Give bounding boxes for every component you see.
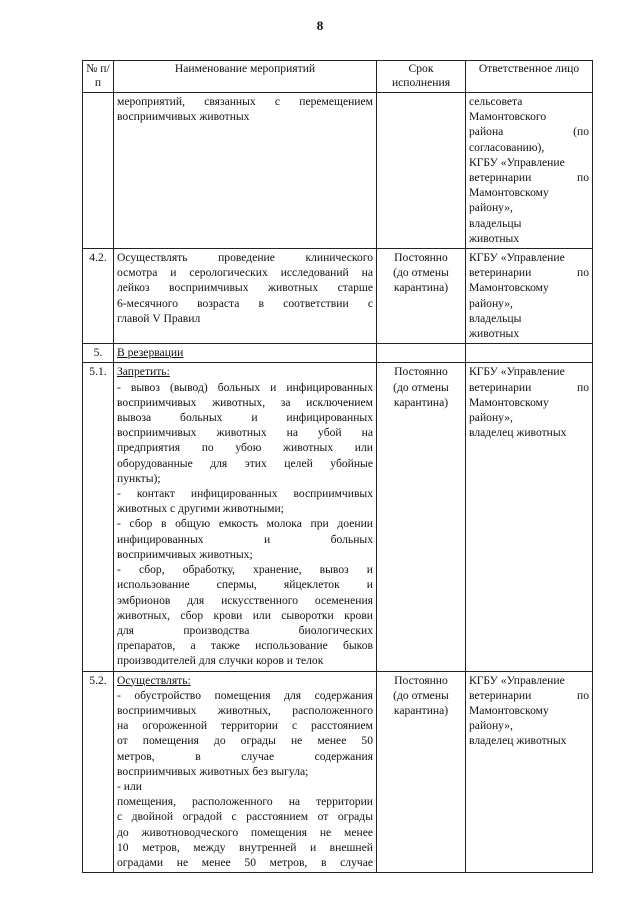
responsible-text-line: КГБУ «Управление <box>469 251 565 265</box>
measure-text-line: производителей для случки коров и телок <box>117 654 324 668</box>
measure-text-line: для производства биологических <box>117 623 373 637</box>
table-body <box>83 93 593 873</box>
term-text <box>377 93 466 249</box>
responsible-text-line: животных <box>469 327 520 341</box>
responsible-text <box>466 671 593 873</box>
measure-text-line: использование спермы, яйцеклеток и <box>117 578 373 592</box>
measure-text-line: предприятия по убою животных или <box>117 441 373 455</box>
responsible-text-line: КГБУ «Управление <box>469 155 565 169</box>
responsible-text-line: ветеринарии по <box>469 688 589 702</box>
measure-text-line: 6-месячного возраста в соответствии с <box>117 296 373 310</box>
responsible-text-line: Мамонтовскому <box>469 281 549 295</box>
responsible-text-line: КГБУ «Управление <box>469 365 565 379</box>
table-row <box>83 344 593 363</box>
measure-text-line: до животноводческого помещения не менее <box>117 825 373 839</box>
responsible-text-line: району», <box>469 411 513 425</box>
term-text-line: карантина) <box>393 281 449 295</box>
measure-text-line: осмотра и серологических исследований на <box>117 266 373 280</box>
measure-text-line: Осуществлять проведение клинического <box>117 251 373 265</box>
measures-table <box>82 60 593 873</box>
term-text-line: (до отмены <box>393 380 449 394</box>
measure-text-line: пункты); <box>117 471 161 485</box>
measure-text-line: восприимчивых животных; <box>117 547 253 561</box>
responsible-text-line: КГБУ «Управление <box>469 673 565 687</box>
table-row <box>83 671 593 873</box>
measure-text-line: помещения, расположенного на территории <box>117 795 373 809</box>
measure-text <box>114 363 377 671</box>
responsible-text <box>466 344 593 363</box>
measure-text-line: Осуществлять: <box>117 673 191 687</box>
measure-text-line: метров, в случае содержания <box>117 749 373 763</box>
measure-text-line: оградами не менее 50 метров, в случае <box>117 855 373 869</box>
measure-text-line: восприимчивых животных, расположенного <box>117 703 373 717</box>
responsible-text-line: ветеринарии по <box>469 171 589 185</box>
responsible-text-line: району», <box>469 296 513 310</box>
measure-text <box>114 249 377 344</box>
measure-text-line: мероприятий, связанных с перемещением <box>117 95 373 108</box>
responsible-text-line: Мамонтовскому <box>469 395 549 409</box>
responsible-text-line: района (по <box>469 125 589 139</box>
responsible-text-line: животных <box>469 231 520 245</box>
measure-text-line: препаратов, а также использование быков <box>117 639 373 653</box>
page-number: 8 <box>316 18 324 33</box>
measure-text-line: - сбор, обработку, хранение, вывоз и <box>117 563 373 577</box>
measure-text-line: инфицированных и больных <box>117 532 373 546</box>
measure-text-line: 10 метров, между внутренней и внешней <box>117 840 373 854</box>
responsible-text-line: району», <box>469 719 513 733</box>
responsible-text <box>466 363 593 671</box>
responsible-text-line: ветеринарии по <box>469 380 589 394</box>
measure-text-line: на огороженной территории с расстоянием <box>117 719 373 733</box>
measure-text-line: В резервации <box>117 346 184 360</box>
measure-text-line: эмбрионов для искусственного осеменения <box>117 593 373 607</box>
responsible-text-line: Мамонтовскому <box>469 186 549 200</box>
row-number: 5.2. <box>83 671 114 873</box>
measure-text-line: восприимчивых животных без выгула; <box>117 764 309 778</box>
responsible-text-line: владелец животных <box>469 426 567 440</box>
table-row <box>83 363 593 671</box>
responsible-text-line: владельцы <box>469 216 522 230</box>
table-header-row <box>83 61 593 93</box>
measure-text-line: от помещения до ограды не менее 50 <box>117 734 373 748</box>
responsible-text-line: владельцы <box>469 311 522 325</box>
responsible-text-line: сельсовета <box>469 95 523 108</box>
responsible-text <box>466 93 593 249</box>
term-text-line: Постоянно <box>394 365 448 379</box>
term-text <box>377 344 466 363</box>
responsible-text-line: владелец животных <box>469 734 567 748</box>
measure-text-line: лейкоз восприимчивых животных старше <box>117 281 373 295</box>
measure-text-line: животных, сбор крови или сыворотки крови <box>117 608 373 622</box>
header-name: Наименование мероприятий <box>114 61 377 93</box>
responsible-text-line: Мамонтовскому <box>469 703 549 717</box>
measure-text-line: восприимчивых животных на убой на <box>117 426 373 440</box>
measure-text-line: с двойной оградой с расстоянием от ограды <box>117 810 373 824</box>
measure-text-line: - вывоз (вывод) больных и инфицированных <box>117 380 373 394</box>
measure-text <box>114 344 377 363</box>
header-num: № п/п <box>83 61 114 93</box>
responsible-text-line: ветеринарии по <box>469 266 589 280</box>
table-row <box>83 249 593 344</box>
term-text-line: Постоянно <box>394 251 448 265</box>
header-resp: Ответственное лицо <box>466 61 593 93</box>
measure-text-line: оборудованные для этих целей убойные <box>117 456 373 470</box>
term-text-line: карантина) <box>393 395 449 409</box>
term-text <box>377 249 466 344</box>
measure-text <box>114 671 377 873</box>
measure-text-line: - контакт инфицированных восприимчивых <box>117 487 373 501</box>
table-row <box>83 93 593 249</box>
term-text-line: Постоянно <box>394 673 448 687</box>
term-text <box>377 363 466 671</box>
measure-text-line: главой V Правил <box>117 311 201 325</box>
term-text-line: карантина) <box>393 703 449 717</box>
row-number: 5. <box>83 344 114 363</box>
measure-text-line: животных с другими животными; <box>117 502 284 516</box>
responsible-text <box>466 249 593 344</box>
measure-text-line: Запретить: <box>117 365 170 379</box>
measure-text <box>114 93 377 249</box>
responsible-text-line: согласованию), <box>469 140 545 154</box>
term-text <box>377 671 466 873</box>
row-number: 5.1. <box>83 363 114 671</box>
responsible-text-line: району», <box>469 201 513 215</box>
measure-text-line: - обустройство помещения для содержания <box>117 688 373 702</box>
row-number: 4.2. <box>83 249 114 344</box>
term-text-line: (до отмены <box>393 266 449 280</box>
measure-text-line: восприимчивых животных <box>117 110 250 124</box>
row-number <box>83 93 114 249</box>
header-term: Срок исполнения <box>377 61 466 93</box>
measure-text-line: восприимчивых животных, за исключением <box>117 395 373 409</box>
responsible-text-line: Мамонтовского <box>469 110 547 124</box>
measure-text-line: вывоза больных и инфицированных <box>117 411 373 425</box>
measure-text-line: - сбор в общую емкость молока при доении <box>117 517 373 531</box>
term-text-line: (до отмены <box>393 688 449 702</box>
measure-text-line: - или <box>117 779 142 793</box>
